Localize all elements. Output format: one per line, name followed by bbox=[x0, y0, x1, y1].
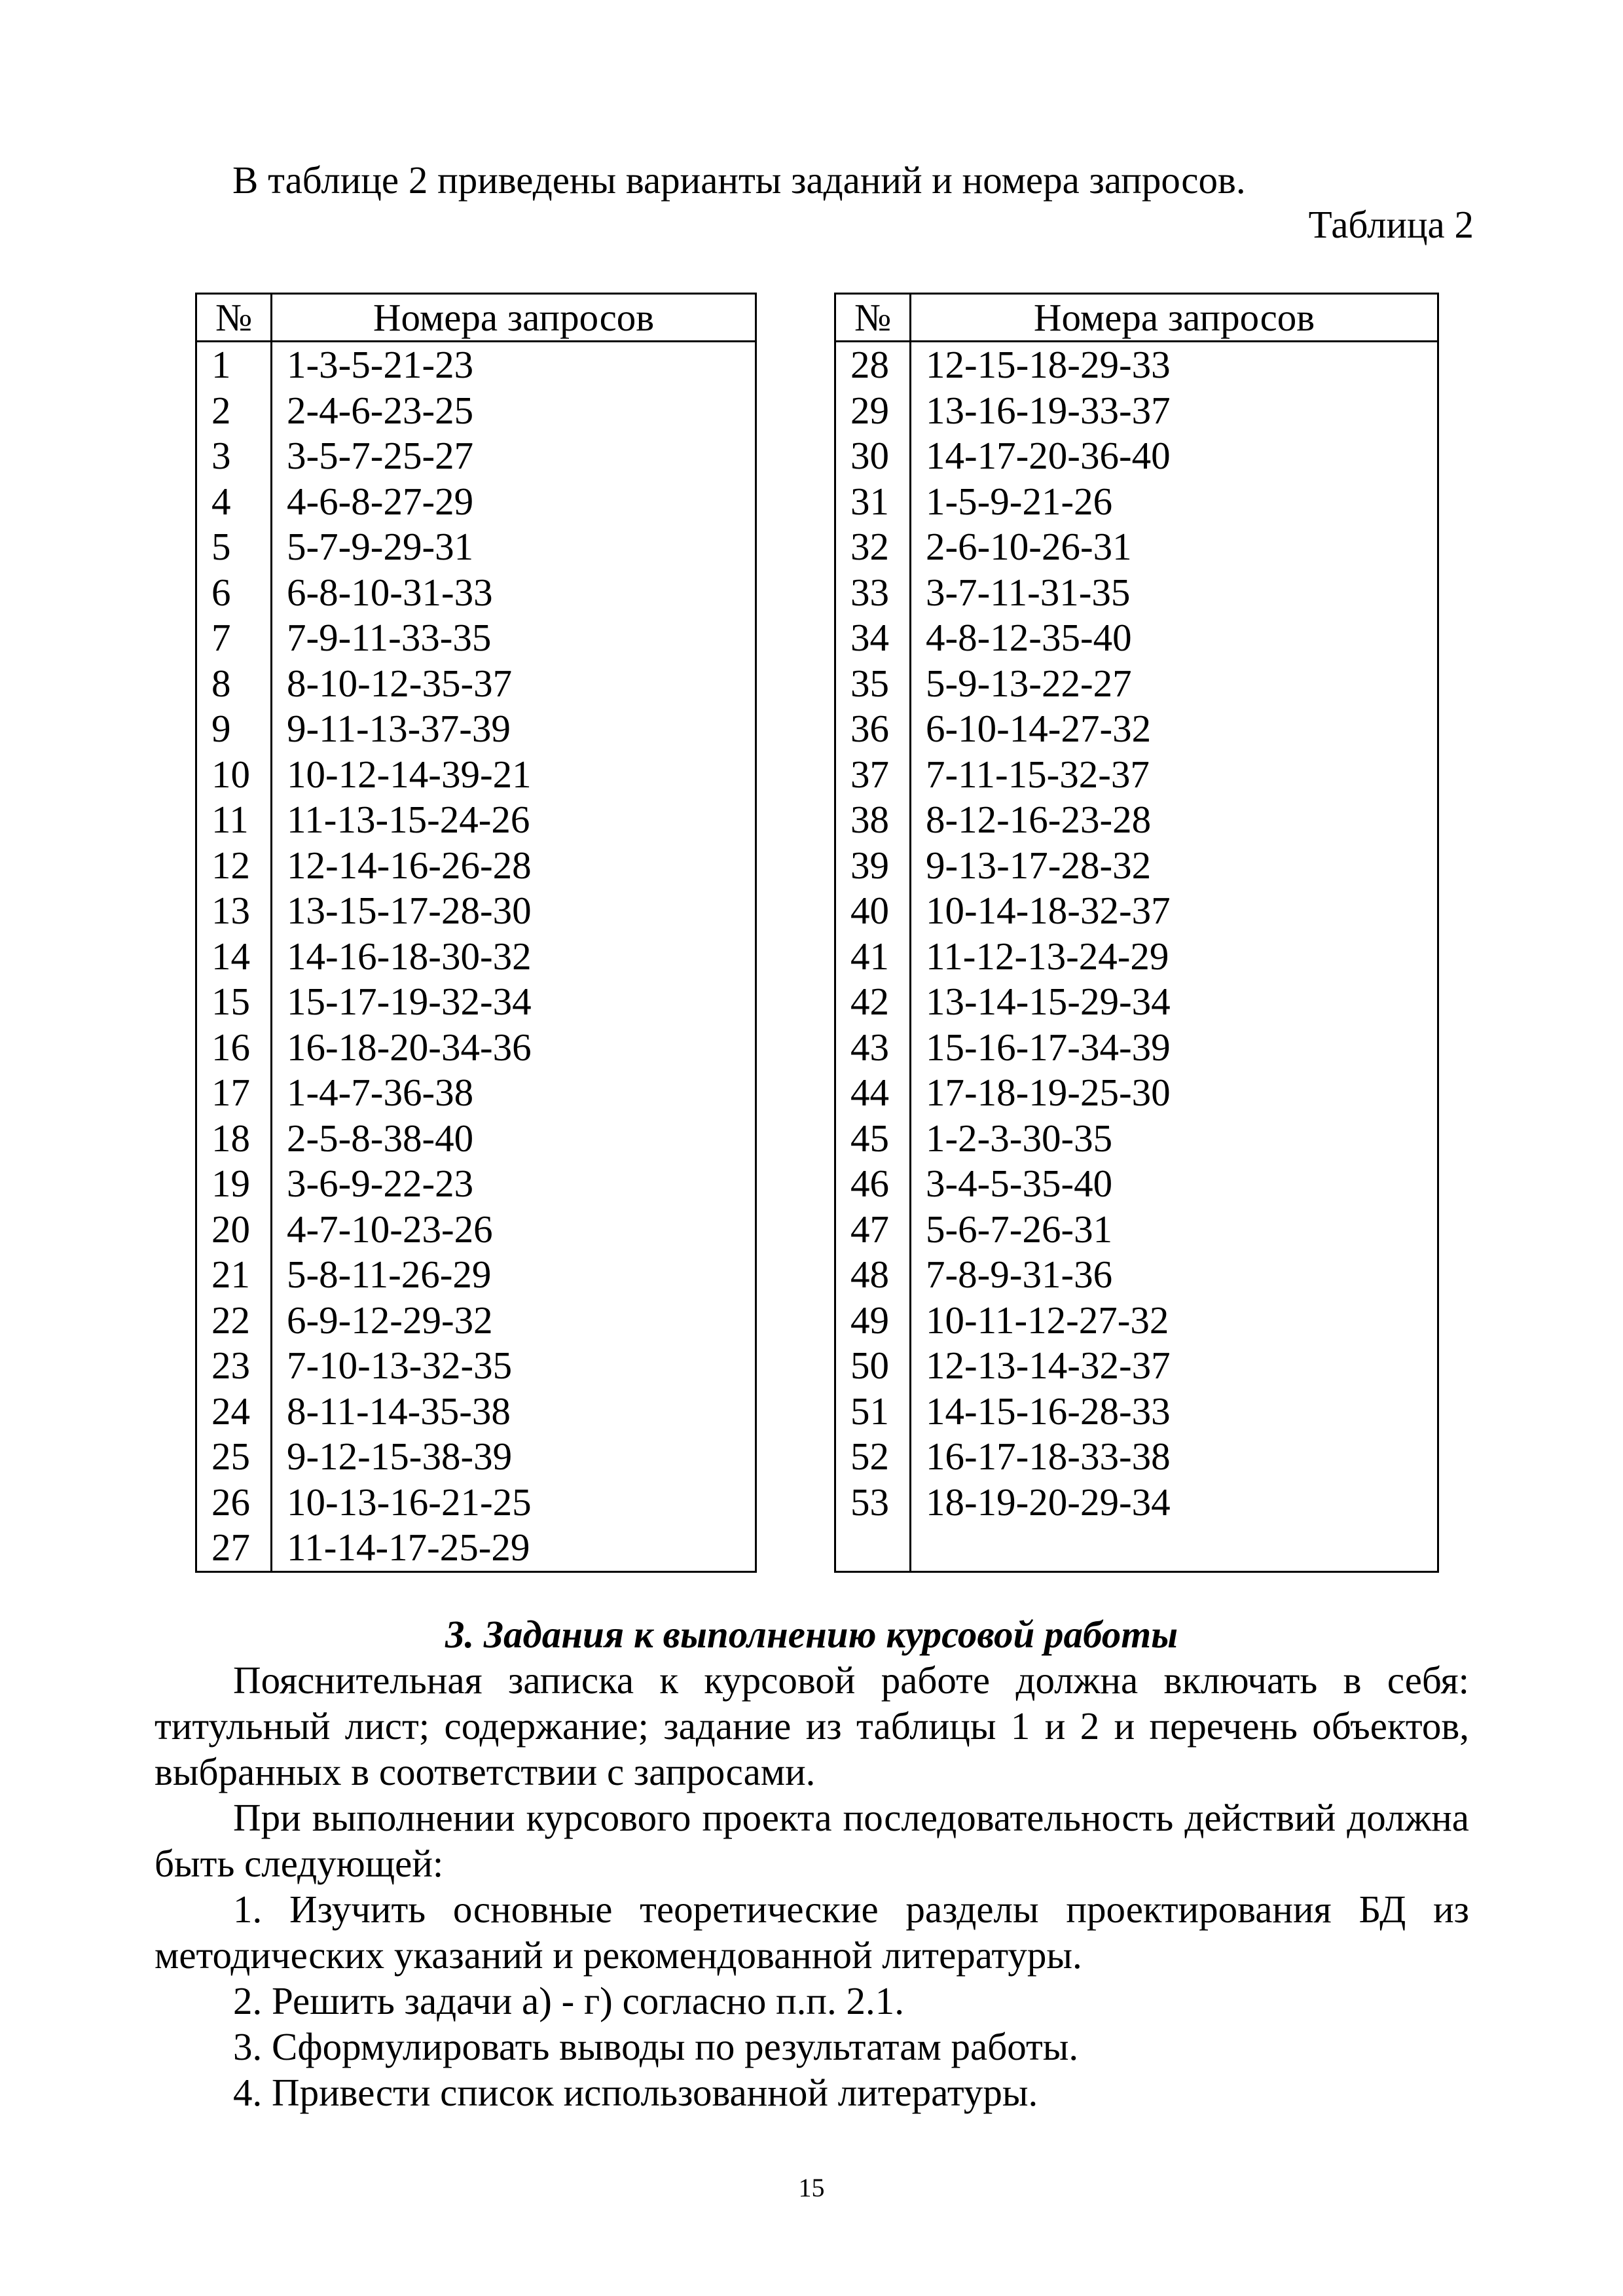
request-numbers-cell: 4-6-8-27-29 bbox=[272, 479, 756, 525]
table-row bbox=[835, 752, 1438, 798]
request-numbers-cell: 2-4-6-23-25 bbox=[272, 388, 756, 434]
list-item-1 bbox=[155, 1886, 1469, 1978]
request-numbers-cell: 12-14-16-26-28 bbox=[272, 843, 756, 889]
table-row bbox=[196, 1389, 756, 1435]
table-row bbox=[835, 706, 1438, 752]
request-numbers-cell: 4-7-10-23-26 bbox=[272, 1207, 756, 1253]
variant-number-cell: 19 bbox=[196, 1161, 272, 1207]
request-numbers-cell: 16-17-18-33-38 bbox=[911, 1434, 1438, 1480]
table-row bbox=[196, 706, 756, 752]
variant-number-cell: 41 bbox=[835, 934, 911, 980]
section-title: 3. Задания к выполнению курсовой работы bbox=[445, 1613, 1178, 1656]
paragraph-sequence-intro bbox=[155, 1795, 1469, 1886]
variant-number-cell: 40 bbox=[835, 888, 911, 934]
variant-number-cell: 48 bbox=[835, 1252, 911, 1298]
variant-number-cell: 10 bbox=[196, 752, 272, 798]
request-numbers-cell: 18-19-20-29-34 bbox=[911, 1480, 1438, 1526]
column-header-number: № bbox=[196, 294, 272, 342]
request-numbers-cell: 14-15-16-28-33 bbox=[911, 1389, 1438, 1435]
paragraph-text: 1. Изучить основные теоретические разделы проектирования БД из методических указаний и рекомендованной литературы. bbox=[155, 1888, 1469, 1977]
table-row bbox=[835, 433, 1438, 479]
request-numbers-cell: 3-7-11-31-35 bbox=[911, 570, 1438, 616]
table-row bbox=[196, 1207, 756, 1253]
variant-number-cell: 43 bbox=[835, 1025, 911, 1071]
table-row bbox=[835, 479, 1438, 525]
table-row bbox=[196, 752, 756, 798]
table-row bbox=[196, 1161, 756, 1207]
table-row bbox=[196, 1480, 756, 1526]
table-row bbox=[835, 661, 1438, 707]
request-numbers-cell: 2-6-10-26-31 bbox=[911, 524, 1438, 570]
variant-number-cell: 52 bbox=[835, 1434, 911, 1480]
table-row bbox=[835, 797, 1438, 843]
table-row bbox=[835, 388, 1438, 434]
request-numbers-cell: 7-9-11-33-35 bbox=[272, 615, 756, 661]
table-row bbox=[835, 1207, 1438, 1253]
list-item-2: 2. Решить задачи а) - г) согласно п.п. 2.1. bbox=[233, 1979, 905, 2022]
table-row bbox=[835, 1434, 1438, 1480]
request-numbers-cell: 13-16-19-33-37 bbox=[911, 388, 1438, 434]
table-row bbox=[835, 570, 1438, 616]
table-row bbox=[196, 661, 756, 707]
variant-number-cell: 1 bbox=[196, 342, 272, 388]
request-numbers-cell: 4-8-12-35-40 bbox=[911, 615, 1438, 661]
paragraph-explanatory-note bbox=[155, 1657, 1469, 1795]
request-numbers-cell: 10-11-12-27-32 bbox=[911, 1298, 1438, 1344]
request-numbers-cell: 5-7-9-29-31 bbox=[272, 524, 756, 570]
request-numbers-cell: 6-8-10-31-33 bbox=[272, 570, 756, 616]
table-row bbox=[835, 1252, 1438, 1298]
variant-number-cell: 12 bbox=[196, 843, 272, 889]
request-numbers-cell: 13-15-17-28-30 bbox=[272, 888, 756, 934]
table-row bbox=[196, 479, 756, 525]
variant-number-cell: 47 bbox=[835, 1207, 911, 1253]
variant-number-cell: 28 bbox=[835, 342, 911, 388]
variant-number-cell: 33 bbox=[835, 570, 911, 616]
variant-number-cell: 2 bbox=[196, 388, 272, 434]
variant-number-cell: 39 bbox=[835, 843, 911, 889]
table-row bbox=[196, 888, 756, 934]
table-row bbox=[196, 934, 756, 980]
table-row bbox=[196, 1252, 756, 1298]
request-numbers-cell: 12-13-14-32-37 bbox=[911, 1343, 1438, 1389]
variant-number-cell: 27 bbox=[196, 1525, 272, 1571]
variant-number-cell: 23 bbox=[196, 1343, 272, 1389]
table-caption: Таблица 2 bbox=[1308, 203, 1474, 246]
variant-number-cell: 4 bbox=[196, 479, 272, 525]
table-row bbox=[196, 615, 756, 661]
variant-number-cell: 32 bbox=[835, 524, 911, 570]
request-numbers-cell: 9-13-17-28-32 bbox=[911, 843, 1438, 889]
request-numbers-cell: 15-17-19-32-34 bbox=[272, 979, 756, 1025]
table-row bbox=[196, 1298, 756, 1344]
table-row bbox=[196, 1434, 756, 1480]
request-numbers-cell: 2-5-8-38-40 bbox=[272, 1116, 756, 1162]
table-row bbox=[835, 1389, 1438, 1435]
request-numbers-cell: 5-8-11-26-29 bbox=[272, 1252, 756, 1298]
variant-number-cell: 6 bbox=[196, 570, 272, 616]
list-item-4: 4. Привести список использованной литературы. bbox=[233, 2071, 1038, 2114]
variant-number-cell: 36 bbox=[835, 706, 911, 752]
table-row bbox=[835, 979, 1438, 1025]
request-numbers-cell: 5-9-13-22-27 bbox=[911, 661, 1438, 707]
variant-number-cell: 38 bbox=[835, 797, 911, 843]
request-numbers-cell: 9-12-15-38-39 bbox=[272, 1434, 756, 1480]
request-numbers-cell: 7-10-13-32-35 bbox=[272, 1343, 756, 1389]
request-numbers-cell: 1-3-5-21-23 bbox=[272, 342, 756, 388]
variant-number-cell: 30 bbox=[835, 433, 911, 479]
variant-number-cell: 7 bbox=[196, 615, 272, 661]
request-numbers-cell: 8-12-16-23-28 bbox=[911, 797, 1438, 843]
request-numbers-cell: 15-16-17-34-39 bbox=[911, 1025, 1438, 1071]
request-numbers-cell: 1-5-9-21-26 bbox=[911, 479, 1438, 525]
column-header-number: № bbox=[835, 294, 911, 342]
table-row bbox=[196, 1070, 756, 1116]
request-numbers-cell: 10-13-16-21-25 bbox=[272, 1480, 756, 1526]
variant-number-cell: 31 bbox=[835, 479, 911, 525]
request-numbers-cell: 11-12-13-24-29 bbox=[911, 934, 1438, 980]
variant-number-cell: 25 bbox=[196, 1434, 272, 1480]
request-numbers-cell: 3-6-9-22-23 bbox=[272, 1161, 756, 1207]
table-row bbox=[196, 570, 756, 616]
request-numbers-cell: 7-8-9-31-36 bbox=[911, 1252, 1438, 1298]
column-header-requests: Номера запросов bbox=[272, 294, 756, 342]
request-numbers-cell: 1-2-3-30-35 bbox=[911, 1116, 1438, 1162]
request-numbers-cell: 3-4-5-35-40 bbox=[911, 1161, 1438, 1207]
variant-number-cell: 17 bbox=[196, 1070, 272, 1116]
variant-number-cell: 9 bbox=[196, 706, 272, 752]
variant-number-cell: 22 bbox=[196, 1298, 272, 1344]
variant-number-cell: 44 bbox=[835, 1070, 911, 1116]
variant-number-cell: 8 bbox=[196, 661, 272, 707]
request-numbers-cell: 11-13-15-24-26 bbox=[272, 797, 756, 843]
variant-number-cell: 34 bbox=[835, 615, 911, 661]
request-numbers-cell: 16-18-20-34-36 bbox=[272, 1025, 756, 1071]
table-row bbox=[835, 1298, 1438, 1344]
table-row bbox=[835, 1525, 1438, 1571]
variant-number-cell: 21 bbox=[196, 1252, 272, 1298]
variant-number-cell: 26 bbox=[196, 1480, 272, 1526]
table-row bbox=[196, 524, 756, 570]
table-row bbox=[835, 1025, 1438, 1071]
paragraph-text: При выполнении курсового проекта последовательность действий должна быть следующей: bbox=[155, 1796, 1469, 1885]
table-row bbox=[196, 388, 756, 434]
table-row bbox=[196, 342, 756, 388]
table-row bbox=[835, 1161, 1438, 1207]
table-row bbox=[835, 1116, 1438, 1162]
variant-number-cell: 15 bbox=[196, 979, 272, 1025]
variants-table-right bbox=[834, 293, 1439, 1573]
table-row bbox=[835, 1480, 1438, 1526]
variant-number-cell: 46 bbox=[835, 1161, 911, 1207]
table-row bbox=[196, 1525, 756, 1571]
request-numbers-cell: 14-16-18-30-32 bbox=[272, 934, 756, 980]
request-numbers-cell: 10-14-18-32-37 bbox=[911, 888, 1438, 934]
variant-number-cell: 5 bbox=[196, 524, 272, 570]
request-numbers-cell: 14-17-20-36-40 bbox=[911, 433, 1438, 479]
request-numbers-cell: 11-14-17-25-29 bbox=[272, 1525, 756, 1571]
page-number: 15 bbox=[798, 2173, 825, 2202]
variant-number-cell: 50 bbox=[835, 1343, 911, 1389]
table-row bbox=[835, 843, 1438, 889]
column-header-requests: Номера запросов bbox=[911, 294, 1438, 342]
table-row bbox=[835, 524, 1438, 570]
variant-number-cell: 11 bbox=[196, 797, 272, 843]
variant-number-cell: 37 bbox=[835, 752, 911, 798]
table-row bbox=[196, 797, 756, 843]
request-numbers-cell: 12-15-18-29-33 bbox=[911, 342, 1438, 388]
variant-number-cell: 3 bbox=[196, 433, 272, 479]
request-numbers-cell: 13-14-15-29-34 bbox=[911, 979, 1438, 1025]
request-numbers-cell: 17-18-19-25-30 bbox=[911, 1070, 1438, 1116]
table-row bbox=[196, 1343, 756, 1389]
variant-number-cell: 53 bbox=[835, 1480, 911, 1526]
table-row bbox=[196, 1025, 756, 1071]
request-numbers-cell bbox=[911, 1525, 1438, 1571]
table-row bbox=[835, 342, 1438, 388]
variants-table-left bbox=[195, 293, 757, 1573]
request-numbers-cell: 8-11-14-35-38 bbox=[272, 1389, 756, 1435]
table-row bbox=[196, 1116, 756, 1162]
table-row bbox=[196, 843, 756, 889]
variant-number-cell: 35 bbox=[835, 661, 911, 707]
variant-number-cell: 13 bbox=[196, 888, 272, 934]
request-numbers-cell: 1-4-7-36-38 bbox=[272, 1070, 756, 1116]
table-row bbox=[835, 615, 1438, 661]
table-row bbox=[835, 1070, 1438, 1116]
request-numbers-cell: 10-12-14-39-21 bbox=[272, 752, 756, 798]
table-header-row bbox=[835, 294, 1438, 342]
request-numbers-cell: 6-10-14-27-32 bbox=[911, 706, 1438, 752]
request-numbers-cell: 8-10-12-35-37 bbox=[272, 661, 756, 707]
table-row bbox=[835, 888, 1438, 934]
variant-number-cell: 51 bbox=[835, 1389, 911, 1435]
variant-number-cell bbox=[835, 1525, 911, 1571]
request-numbers-cell: 6-9-12-29-32 bbox=[272, 1298, 756, 1344]
variant-number-cell: 49 bbox=[835, 1298, 911, 1344]
list-item-3: 3. Сформулировать выводы по результатам работы. bbox=[233, 2025, 1079, 2068]
variant-number-cell: 20 bbox=[196, 1207, 272, 1253]
variant-number-cell: 14 bbox=[196, 934, 272, 980]
variant-number-cell: 16 bbox=[196, 1025, 272, 1071]
table-row bbox=[835, 934, 1438, 980]
variant-number-cell: 24 bbox=[196, 1389, 272, 1435]
variant-number-cell: 45 bbox=[835, 1116, 911, 1162]
table-row bbox=[196, 979, 756, 1025]
table-header-row bbox=[196, 294, 756, 342]
variant-number-cell: 42 bbox=[835, 979, 911, 1025]
request-numbers-cell: 7-11-15-32-37 bbox=[911, 752, 1438, 798]
request-numbers-cell: 5-6-7-26-31 bbox=[911, 1207, 1438, 1253]
table-row bbox=[196, 433, 756, 479]
intro-text: В таблице 2 приведены варианты заданий и номера запросов. bbox=[232, 158, 1246, 202]
table-row bbox=[835, 1343, 1438, 1389]
request-numbers-cell: 3-5-7-25-27 bbox=[272, 433, 756, 479]
request-numbers-cell: 9-11-13-37-39 bbox=[272, 706, 756, 752]
variant-number-cell: 18 bbox=[196, 1116, 272, 1162]
paragraph-text: Пояснительная записка к курсовой работе должна включать в себя: титульный лист; содержание; задание из таблицы 1 и 2 и перечень объектов, выбранных в соответствии с запросами. bbox=[155, 1659, 1469, 1793]
variant-number-cell: 29 bbox=[835, 388, 911, 434]
